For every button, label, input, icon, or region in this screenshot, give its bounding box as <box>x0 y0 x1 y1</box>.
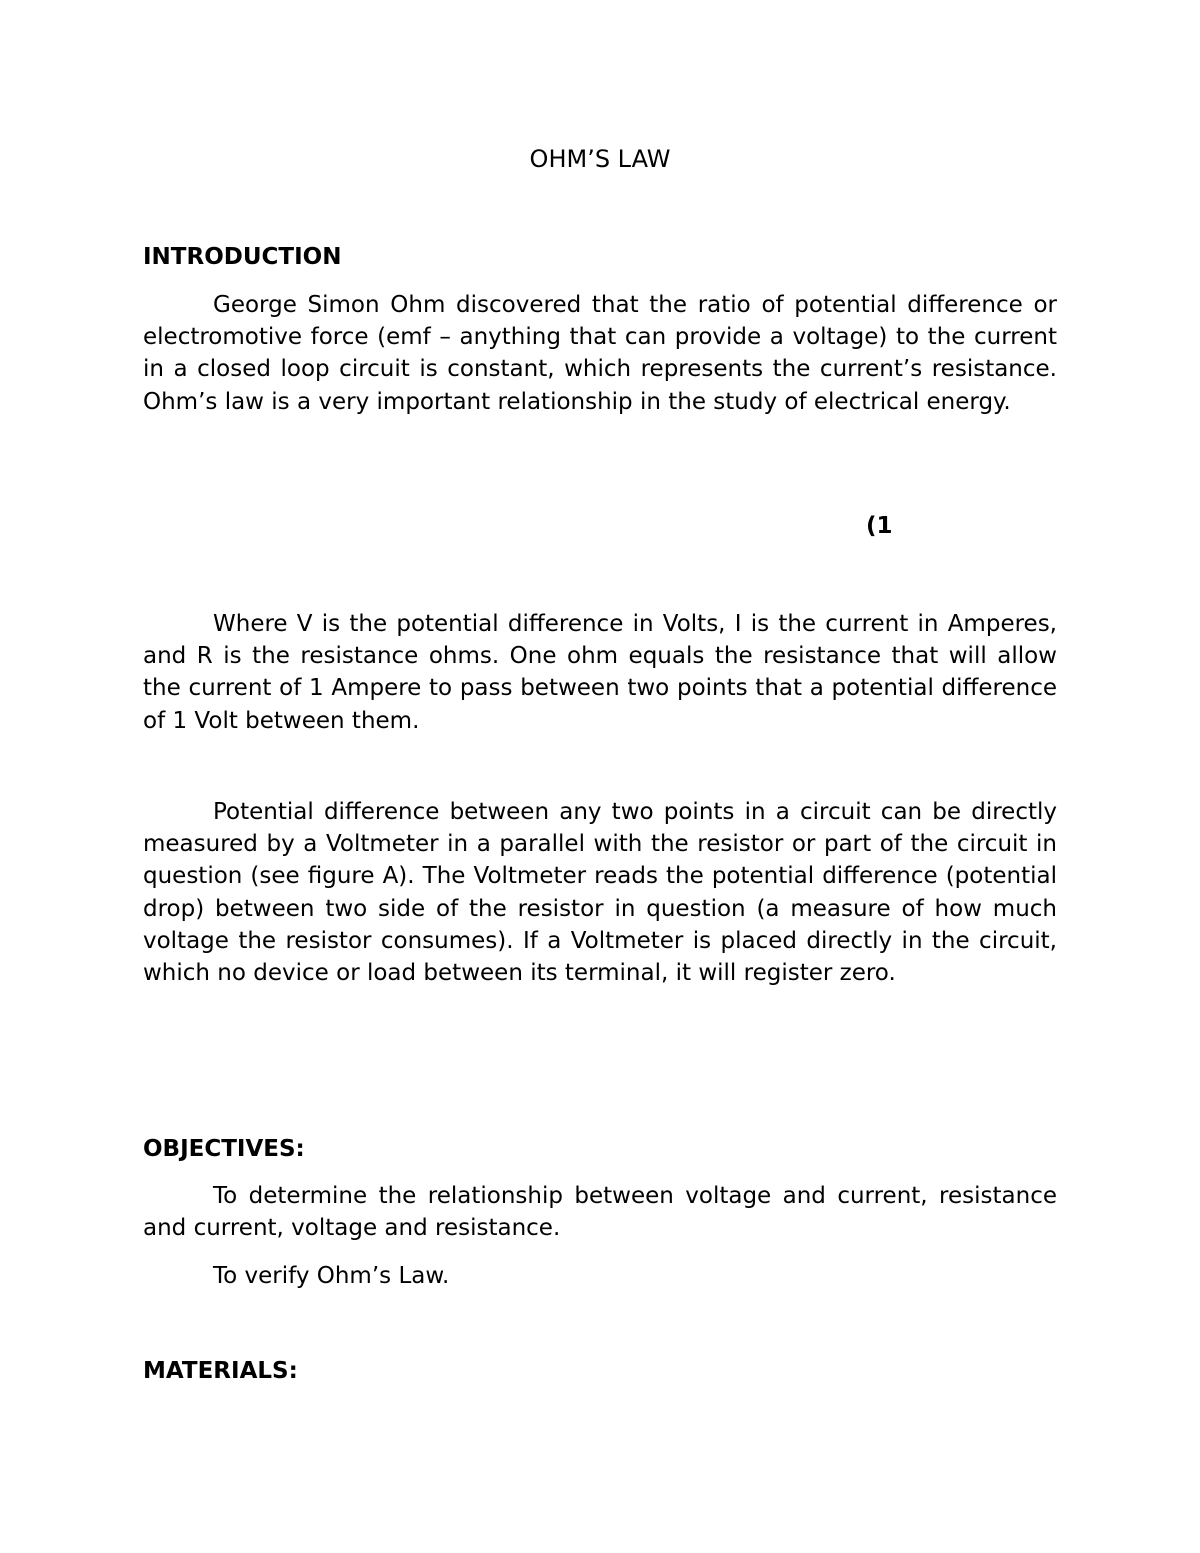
materials-heading: MATERIALS: <box>143 1358 298 1384</box>
objectives-heading: OBJECTIVES: <box>143 1136 305 1162</box>
introduction-heading: INTRODUCTION <box>143 244 342 270</box>
objectives-paragraph-1: To determine the relationship between voltage and current, resistance and current, voltage and resistance. <box>143 1183 1057 1242</box>
objectives-paragraph-2: To verify Ohm’s Law. <box>213 1263 450 1289</box>
introduction-paragraph-3: Potential difference between any two points in a circuit can be directly measured by a Voltmeter in a parallel with the resistor or part of the circuit in question (see figure A). The Voltmeter reads the potential difference (potential drop) between two side of the resistor in question (a measure of how much voltage the resistor consumes). If a Voltmeter is placed directly in the circuit, which no device or load between its terminal, it will register zero. <box>143 799 1057 987</box>
introduction-paragraph-2: Where V is the potential difference in Volts, I is the current in Amperes, and R is the resistance ohms. One ohm equals the resistance that will allow the current of 1 Ampere to pass between two points that a potential difference of 1 Volt between them. <box>143 611 1057 734</box>
equation-number: (1 <box>866 513 893 539</box>
introduction-paragraph-1: George Simon Ohm discovered that the ratio of potential difference or electromotive force (emf – anything that can provide a voltage) to the current in a closed loop circuit is constant, which represents the current’s resistance. Ohm’s law is a very important relationship in the study of electrical energy. <box>143 292 1057 415</box>
page-title: OHM’S LAW <box>529 145 671 173</box>
